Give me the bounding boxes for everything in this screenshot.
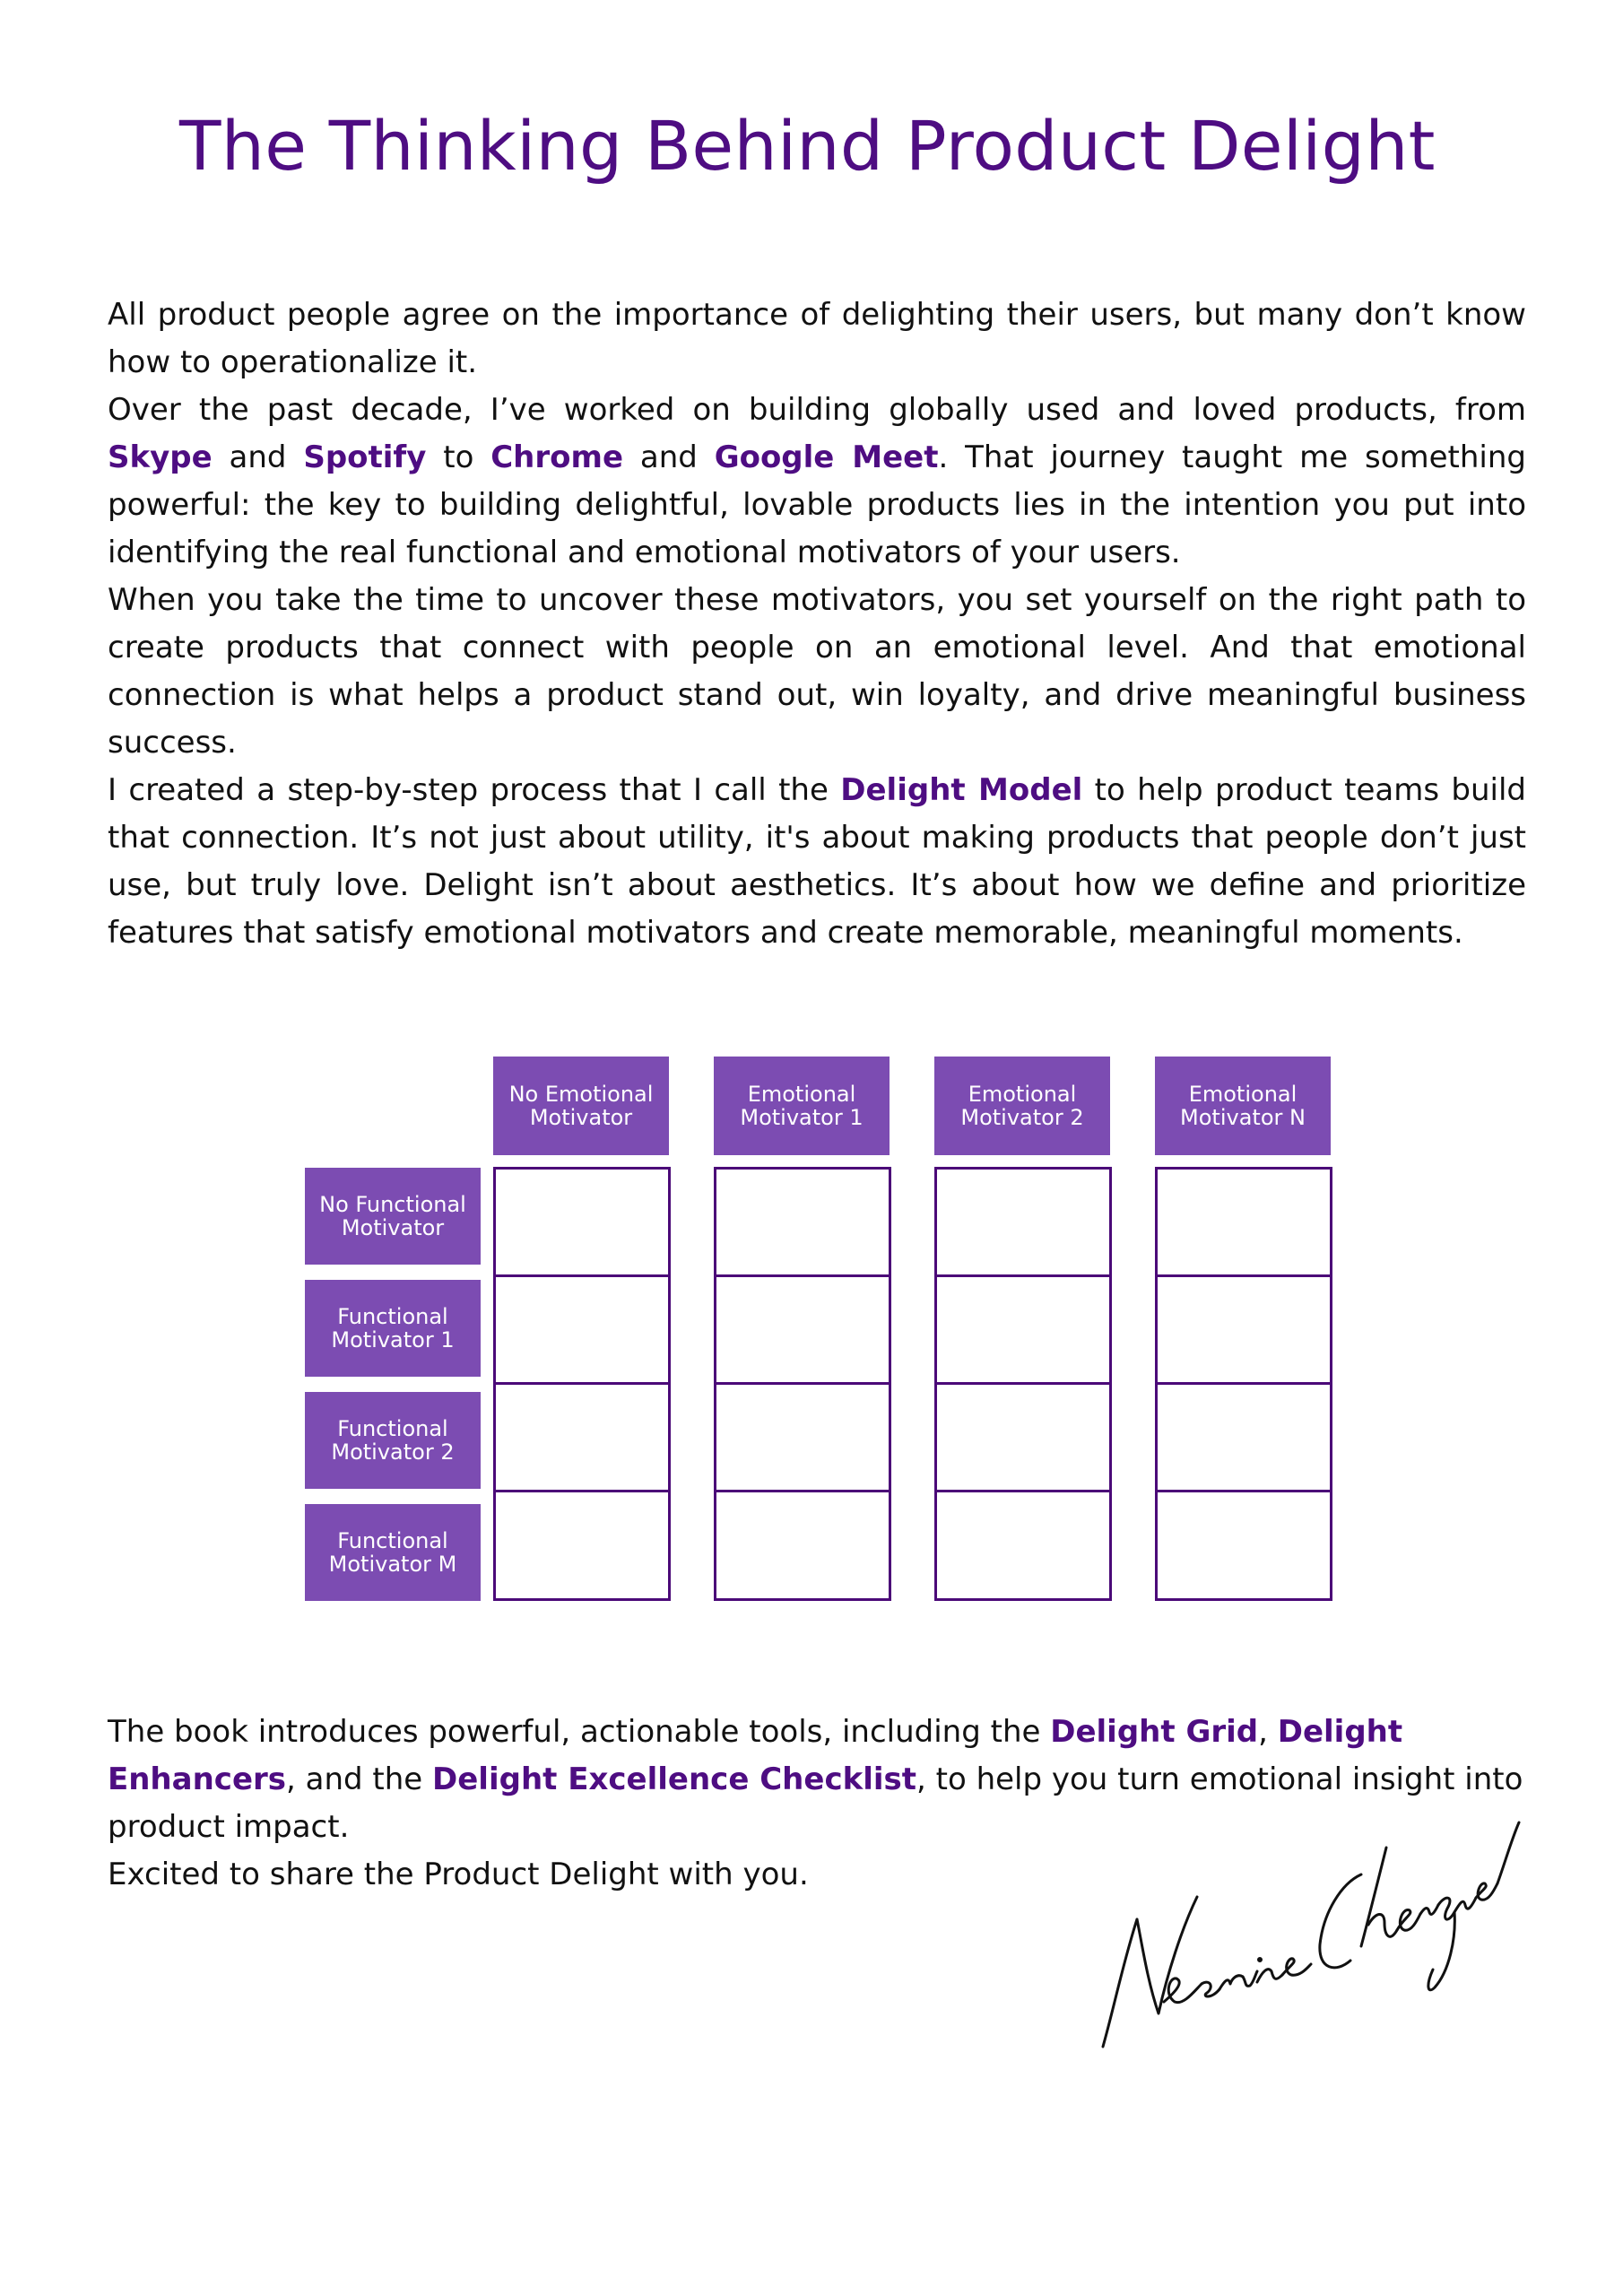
- row-header: Functional Motivator 2: [305, 1392, 481, 1489]
- column-header: Emotional Motivator 1: [714, 1057, 890, 1155]
- grid-cell: [934, 1274, 1112, 1385]
- grid-cell: [714, 1274, 891, 1385]
- row-header: No Functional Motivator: [305, 1168, 481, 1265]
- grid-cell: [1155, 1274, 1332, 1385]
- grid-cell: [1155, 1490, 1332, 1601]
- highlight-delight-model: Delight Model: [840, 772, 1083, 808]
- page-title: The Thinking Behind Product Delight: [179, 106, 1436, 186]
- highlight-skype: Skype: [108, 439, 213, 475]
- grid-cell: [1155, 1167, 1332, 1277]
- paragraph-1: All product people agree on the importance of delighting their users, but many don’t know how to operationalize it.: [108, 297, 1526, 380]
- paragraph-4: I created a step-by-step process that I call the Delight Model to help product teams build that connection. It’s not just about utility, it's about making products that people don’t just use, but truly love. Delight isn’t about aesthetics. It’s about how we define and prioritize features that satisfy emotional motivators and create memorable, meaningful moments.: [108, 772, 1527, 951]
- signature: [1076, 1812, 1524, 2063]
- highlight-google-meet: Google Meet: [714, 439, 939, 475]
- paragraph-3: When you take the time to uncover these motivators, you set yourself on the right path to create products that connect with people on an emotional level. And that emotional connection is what helps a product stand out, win loyalty, and drive meaningful business success.: [108, 582, 1526, 761]
- highlight-delight-checklist: Delight Excellence Checklist: [432, 1761, 917, 1797]
- intro-text: [108, 291, 1526, 957]
- highlight-spotify: Spotify: [303, 439, 427, 475]
- grid-cell: [934, 1382, 1112, 1492]
- grid-cell: [1155, 1382, 1332, 1492]
- row-header: Functional Motivator 1: [305, 1280, 481, 1377]
- grid-cell: [934, 1490, 1112, 1601]
- highlight-delight-grid: Delight Grid: [1050, 1714, 1259, 1750]
- grid-cell: [493, 1382, 671, 1492]
- grid-cell: [493, 1490, 671, 1601]
- column-header: Emotional Motivator N: [1155, 1057, 1331, 1155]
- highlight-chrome: Chrome: [490, 439, 624, 475]
- paragraph-2: Over the past decade, I’ve worked on building globally used and loved products, from Skype and Spotify to Chrome and Google Meet. That journey taught me something powerful: the key to building delightful, lovable products lies in the intention you put into identifying the real functional and emotional motivators of your users.: [108, 392, 1526, 570]
- grid-cell: [934, 1167, 1112, 1277]
- grid-cell: [714, 1382, 891, 1492]
- highlight-delight-enhancers: Delight Enhancers: [108, 1714, 1403, 1797]
- closing-line-2: Excited to share the Product Delight with you.: [108, 1857, 809, 1892]
- grid-cell: [714, 1167, 891, 1277]
- grid-cell: [493, 1274, 671, 1385]
- grid-cell: [493, 1167, 671, 1277]
- grid-cell: [714, 1490, 891, 1601]
- row-header: Functional Motivator M: [305, 1504, 481, 1601]
- closing-line-1: The book introduces powerful, actionable tools, including the Delight Grid, Delight Enhancers, and the Delight Excellence Checklist, to help you turn emotional insight into product impact.: [108, 1714, 1523, 1845]
- column-header: No Emotional Motivator: [493, 1057, 669, 1155]
- column-header: Emotional Motivator 2: [934, 1057, 1110, 1155]
